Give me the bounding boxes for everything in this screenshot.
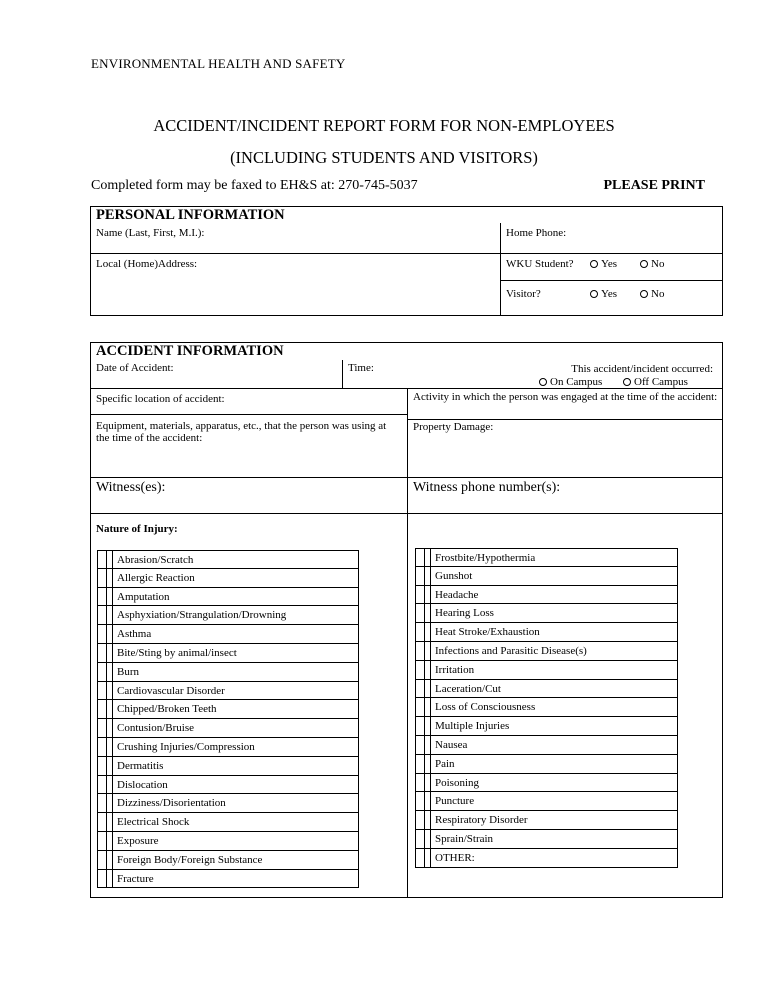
witnesses-label: Witness(es): xyxy=(96,480,166,495)
address-label: Local (Home)Address: xyxy=(96,258,198,270)
visitor-label: Visitor? xyxy=(506,288,541,300)
injury-row[interactable] xyxy=(97,625,359,644)
injury-row[interactable] xyxy=(415,849,678,868)
injury-checkbox[interactable] xyxy=(97,813,107,831)
home-phone-field[interactable] xyxy=(506,227,716,251)
injury-label: Dermatitis xyxy=(117,759,164,772)
injury-checkbox[interactable] xyxy=(415,698,425,716)
injury-label: Dislocation xyxy=(117,778,168,791)
injury-checkbox[interactable] xyxy=(97,794,107,812)
injury-label: Allergic Reaction xyxy=(117,571,195,584)
injury-row[interactable] xyxy=(415,604,678,623)
injury-label: Bite/Sting by animal/insect xyxy=(117,646,237,659)
injury-label: Cardiovascular Disorder xyxy=(117,684,225,697)
injury-checkbox[interactable] xyxy=(97,551,107,568)
fax-instructions: Completed form may be faxed to EH&S at: 270-745-5037 xyxy=(91,178,418,193)
on-campus-radio[interactable]: On Campus xyxy=(539,376,602,388)
visitor-no-radio[interactable]: No xyxy=(640,288,664,300)
injury-checklist-right xyxy=(415,548,678,868)
injury-label: Crushing Injuries/Compression xyxy=(117,740,255,753)
injury-checkbox[interactable] xyxy=(97,738,107,756)
injury-row[interactable] xyxy=(97,682,359,701)
injury-label: Hearing Loss xyxy=(435,607,494,620)
injury-label: Burn xyxy=(117,665,139,678)
radio-circle-icon xyxy=(623,378,631,386)
injury-label: Loss of Consciousness xyxy=(435,701,536,714)
injury-row[interactable] xyxy=(415,586,678,605)
injury-label: Poisoning xyxy=(435,776,480,789)
injury-row[interactable] xyxy=(97,738,359,757)
injury-checkbox[interactable] xyxy=(415,604,425,622)
injury-row[interactable] xyxy=(415,755,678,774)
injury-checkbox[interactable] xyxy=(97,606,107,624)
injury-label: Asphyxiation/Strangulation/Drowning xyxy=(117,609,287,622)
injury-checkbox[interactable] xyxy=(415,717,425,735)
witness-phone-label: Witness phone number(s): xyxy=(413,480,561,495)
injury-checkbox[interactable] xyxy=(97,663,107,681)
address-field[interactable] xyxy=(96,258,496,313)
radio-circle-icon xyxy=(590,290,598,298)
injury-checkbox[interactable] xyxy=(97,569,107,587)
injury-label: Heat Stroke/Exhaustion xyxy=(435,626,540,639)
injury-row[interactable] xyxy=(97,813,359,832)
injury-label: Abrasion/Scratch xyxy=(117,554,194,566)
injury-checkbox[interactable] xyxy=(97,682,107,700)
form-subtitle: (INCLUDING STUDENTS AND VISITORS) xyxy=(230,148,538,167)
injury-row[interactable] xyxy=(415,642,678,661)
injury-row[interactable] xyxy=(415,830,678,849)
injury-label: Nausea xyxy=(435,738,468,751)
injury-checkbox[interactable] xyxy=(415,642,425,660)
injury-checkbox[interactable] xyxy=(97,776,107,794)
injury-checkbox[interactable] xyxy=(97,719,107,737)
injury-label: Exposure xyxy=(117,834,159,847)
injury-checkbox[interactable] xyxy=(97,625,107,643)
equipment-field[interactable] xyxy=(96,420,396,475)
injury-row[interactable] xyxy=(415,774,678,793)
injury-label: Foreign Body/Foreign Substance xyxy=(117,853,263,866)
injury-label: Asthma xyxy=(117,628,152,641)
injury-label: Respiratory Disorder xyxy=(435,814,528,827)
injury-checkbox[interactable] xyxy=(415,567,425,585)
please-print-notice: PLEASE PRINT xyxy=(603,178,705,193)
equipment-label: Equipment, materials, apparatus, etc., that the person was using at the time of the accident: xyxy=(96,420,387,444)
time-field[interactable] xyxy=(348,362,498,386)
injury-checkbox[interactable] xyxy=(415,549,425,566)
injury-checkbox[interactable] xyxy=(97,757,107,775)
injury-checkbox[interactable] xyxy=(97,588,107,606)
injury-label: Dizziness/Disorientation xyxy=(117,797,226,810)
injury-row[interactable] xyxy=(415,623,678,642)
witness-phone-field[interactable] xyxy=(413,480,718,510)
injury-checkbox[interactable] xyxy=(97,870,107,888)
injury-row[interactable] xyxy=(415,736,678,755)
injury-checkbox[interactable] xyxy=(97,644,107,662)
injury-row[interactable] xyxy=(415,567,678,586)
property-damage-label: Property Damage: xyxy=(413,421,494,433)
injury-checklist-left xyxy=(97,550,359,888)
personal-information-heading: PERSONAL INFORMATION xyxy=(96,207,285,223)
occurred-label: This accident/incident occurred: xyxy=(571,363,713,375)
radio-circle-icon xyxy=(590,260,598,268)
injury-checkbox[interactable] xyxy=(415,680,425,698)
radio-circle-icon xyxy=(640,290,648,298)
time-label: Time: xyxy=(348,362,374,374)
injury-checkbox[interactable] xyxy=(415,755,425,773)
nature-of-injury-label: Nature of Injury: xyxy=(96,523,178,535)
injury-checkbox[interactable] xyxy=(415,736,425,754)
injury-row[interactable] xyxy=(97,832,359,851)
form-title: ACCIDENT/INCIDENT REPORT FORM FOR NON-EMPLOYEES xyxy=(153,116,615,135)
injury-label: Puncture xyxy=(435,795,475,808)
injury-label: Multiple Injuries xyxy=(435,720,510,733)
injury-checkbox[interactable] xyxy=(415,811,425,829)
location-field[interactable] xyxy=(96,393,396,413)
visitor-yes-radio[interactable]: Yes xyxy=(590,288,617,300)
injury-checkbox[interactable] xyxy=(97,851,107,869)
date-of-accident-field[interactable] xyxy=(96,362,336,386)
activity-field[interactable] xyxy=(413,391,718,417)
location-label: Specific location of accident: xyxy=(96,393,225,405)
injury-row[interactable] xyxy=(97,851,359,870)
injury-checkbox[interactable] xyxy=(415,792,425,810)
accident-information-heading: ACCIDENT INFORMATION xyxy=(96,343,284,359)
injury-label: Sprain/Strain xyxy=(435,832,494,845)
off-campus-radio[interactable]: Off Campus xyxy=(623,376,688,388)
injury-row[interactable] xyxy=(415,792,678,811)
injury-row[interactable] xyxy=(97,644,359,663)
injury-row[interactable] xyxy=(415,680,678,699)
name-label: Name (Last, First, M.I.): xyxy=(96,227,205,239)
injury-label: Fracture xyxy=(117,872,154,885)
wku-student-no-radio[interactable]: No xyxy=(640,258,664,270)
injury-label: Contusion/Bruise xyxy=(117,722,195,735)
injury-label: Headache xyxy=(435,588,479,601)
injury-row[interactable] xyxy=(415,661,678,680)
injury-label: Amputation xyxy=(117,590,170,603)
injury-checkbox[interactable] xyxy=(415,849,425,867)
injury-checkbox[interactable] xyxy=(415,774,425,792)
witnesses-field[interactable] xyxy=(96,480,396,510)
radio-circle-icon xyxy=(640,260,648,268)
injury-row[interactable] xyxy=(97,719,359,738)
injury-checkbox[interactable] xyxy=(415,586,425,604)
injury-label: Pain xyxy=(435,757,455,770)
department-name: ENVIRONMENTAL HEALTH AND SAFETY xyxy=(91,56,346,71)
injury-label: Gunshot xyxy=(435,569,473,582)
injury-row[interactable] xyxy=(97,776,359,795)
injury-checkbox[interactable] xyxy=(415,830,425,848)
injury-row[interactable] xyxy=(415,698,678,717)
wku-student-label: WKU Student? xyxy=(506,258,574,270)
injury-label: Laceration/Cut xyxy=(435,682,501,695)
property-damage-field[interactable] xyxy=(413,421,718,475)
date-of-accident-label: Date of Accident: xyxy=(96,362,174,374)
name-field[interactable] xyxy=(96,227,496,251)
injury-row[interactable] xyxy=(97,700,359,719)
injury-row[interactable] xyxy=(97,794,359,813)
injury-checkbox[interactable] xyxy=(97,832,107,850)
activity-label: Activity in which the person was engaged at the time of the accident: xyxy=(413,391,718,403)
injury-row[interactable] xyxy=(97,569,359,588)
injury-row[interactable] xyxy=(97,663,359,682)
injury-label: OTHER: xyxy=(435,851,475,864)
injury-label: Frostbite/Hypothermia xyxy=(435,552,536,564)
injury-label: Infections and Parasitic Disease(s) xyxy=(435,644,587,657)
injury-row[interactable] xyxy=(415,717,678,736)
injury-row[interactable] xyxy=(415,548,678,567)
injury-row[interactable] xyxy=(415,811,678,830)
injury-checkbox[interactable] xyxy=(415,623,425,641)
injury-row[interactable] xyxy=(97,588,359,607)
home-phone-label: Home Phone: xyxy=(506,227,567,239)
injury-label: Chipped/Broken Teeth xyxy=(117,703,217,716)
injury-label: Electrical Shock xyxy=(117,816,190,829)
injury-row[interactable] xyxy=(97,550,359,569)
radio-circle-icon xyxy=(539,378,547,386)
wku-student-yes-radio[interactable]: Yes xyxy=(590,258,617,270)
injury-row[interactable] xyxy=(97,606,359,625)
injury-checkbox[interactable] xyxy=(97,700,107,718)
injury-row[interactable] xyxy=(97,757,359,776)
injury-row[interactable] xyxy=(97,870,359,889)
injury-label: Irritation xyxy=(435,663,475,676)
injury-checkbox[interactable] xyxy=(415,661,425,679)
